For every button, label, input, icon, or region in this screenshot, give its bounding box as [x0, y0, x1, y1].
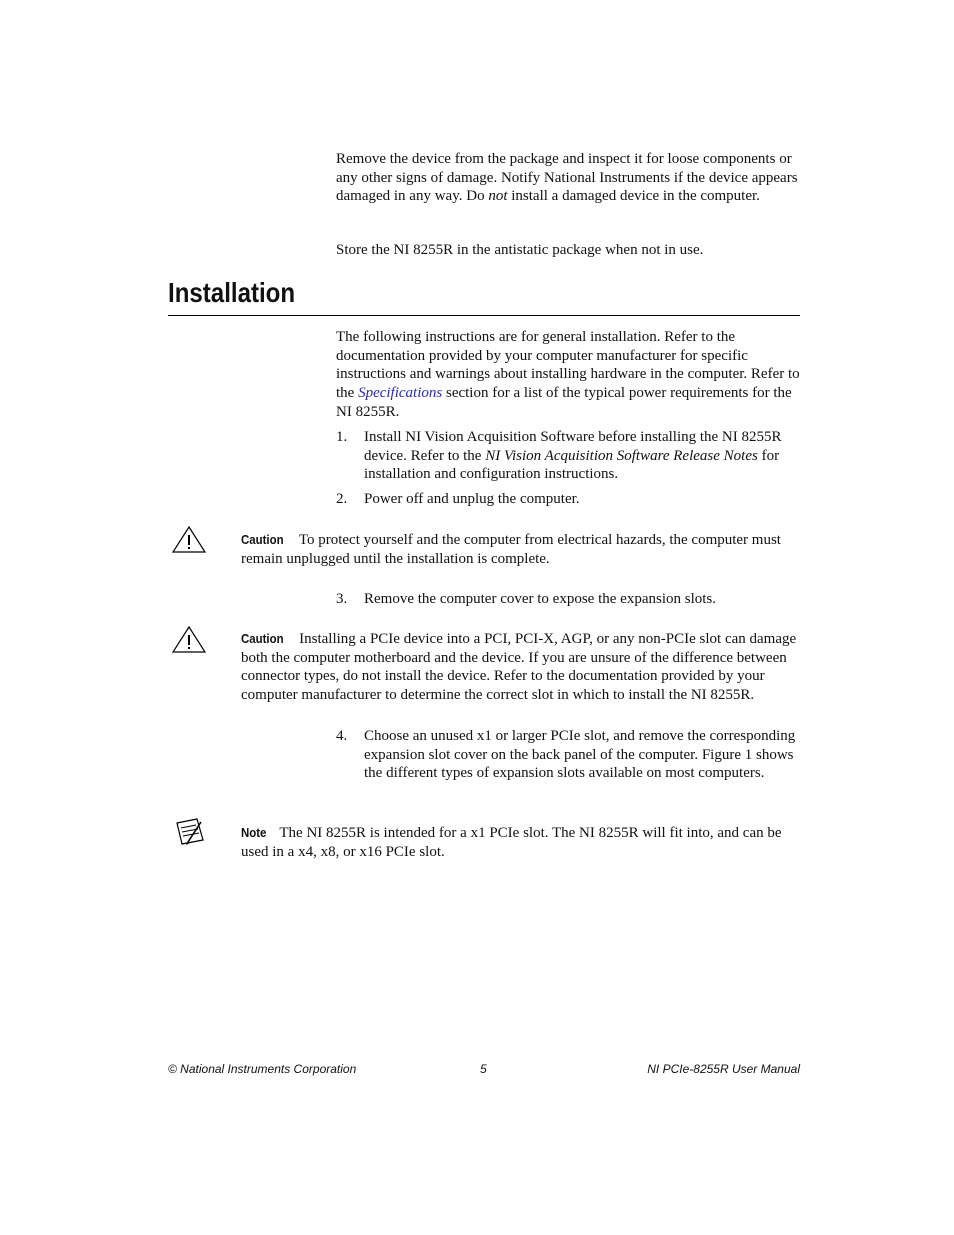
intro-paragraph-inspect — [336, 150, 800, 206]
footer-page-number: 5 — [480, 1062, 487, 1076]
caution-callout — [241, 630, 801, 705]
footer-copyright: © National Instruments Corporation — [168, 1062, 357, 1076]
caution-icon — [172, 624, 208, 654]
emphasis-not: not — [488, 188, 508, 205]
step-text: Power off and unplug the computer. — [364, 491, 580, 507]
intro-paragraph-store: Store the NI 8255R in the antistatic package when not in use. — [336, 242, 704, 258]
step-number: 4. — [336, 728, 348, 744]
footer-manual-title: NI PCIe-8255R User Manual — [647, 1062, 800, 1076]
step-text-part: for installation and configuration instructions. — [364, 447, 780, 483]
paragraph-text: The following instructions are for general installation. Refer to the documentation provided by your computer manufacturer for specific instructions and warnings about installing hardware in the computer. Refer to the — [336, 329, 800, 402]
step-number: 2. — [336, 491, 348, 507]
note-text: The NI 8255R is intended for a x1 PCIe slot. The NI 8255R will fit into, and can be used in a x4, x8, or x16 PCIe slot. — [241, 825, 782, 860]
specifications-link[interactable]: Specifications — [358, 385, 443, 402]
note-icon — [172, 816, 208, 846]
caution-label: Caution — [241, 631, 284, 646]
step-number: 3. — [336, 591, 348, 607]
step-text: Remove the computer cover to expose the expansion slots. — [364, 591, 716, 607]
installation-paragraph — [336, 328, 800, 422]
paragraph-text: section for a list of the typical power requirements for the NI 8255R. — [336, 385, 792, 420]
note-label: Note — [241, 825, 267, 840]
caution-icon — [172, 524, 208, 554]
heading-rule — [168, 315, 800, 316]
intro-text: install a damaged device in the computer. — [507, 188, 760, 205]
caution-callout — [241, 531, 801, 568]
step-text: Choose an unused x1 or larger PCIe slot, and remove the corresponding expansion slot cover on the back panel of the computer. Figure 1 shows the different types of expansion slots available on most computers. — [364, 728, 796, 782]
section-title: Installation — [168, 277, 296, 308]
caution-text: To protect yourself and the computer from electrical hazards, the computer must remain unplugged until the installation is complete. — [241, 532, 781, 567]
caution-text: Installing a PCIe device into a PCI, PCI-X, AGP, or any non-PCIe slot can damage both the computer motherboard and the device. If you are unsure of the difference between connector types, do not install the device. Refer to the documentation provided by your computer manufacturer to determine the correct slot in which to install the NI 8255R. — [241, 631, 797, 704]
caution-label: Caution — [241, 532, 284, 547]
note-callout — [241, 824, 801, 861]
step-text — [364, 428, 800, 484]
intro-text: Remove the device from the package and inspect it for loose components or any other signs of damage. Notify National Instruments if the device appears damaged in any way. Do — [336, 151, 798, 205]
release-notes-title: NI Vision Acquisition Software Release Notes — [485, 447, 758, 464]
step-text-part: Install NI Vision Acquisition Software before installing the NI 8255R device. Refer to the — [364, 429, 782, 464]
step-number: 1. — [336, 429, 348, 445]
